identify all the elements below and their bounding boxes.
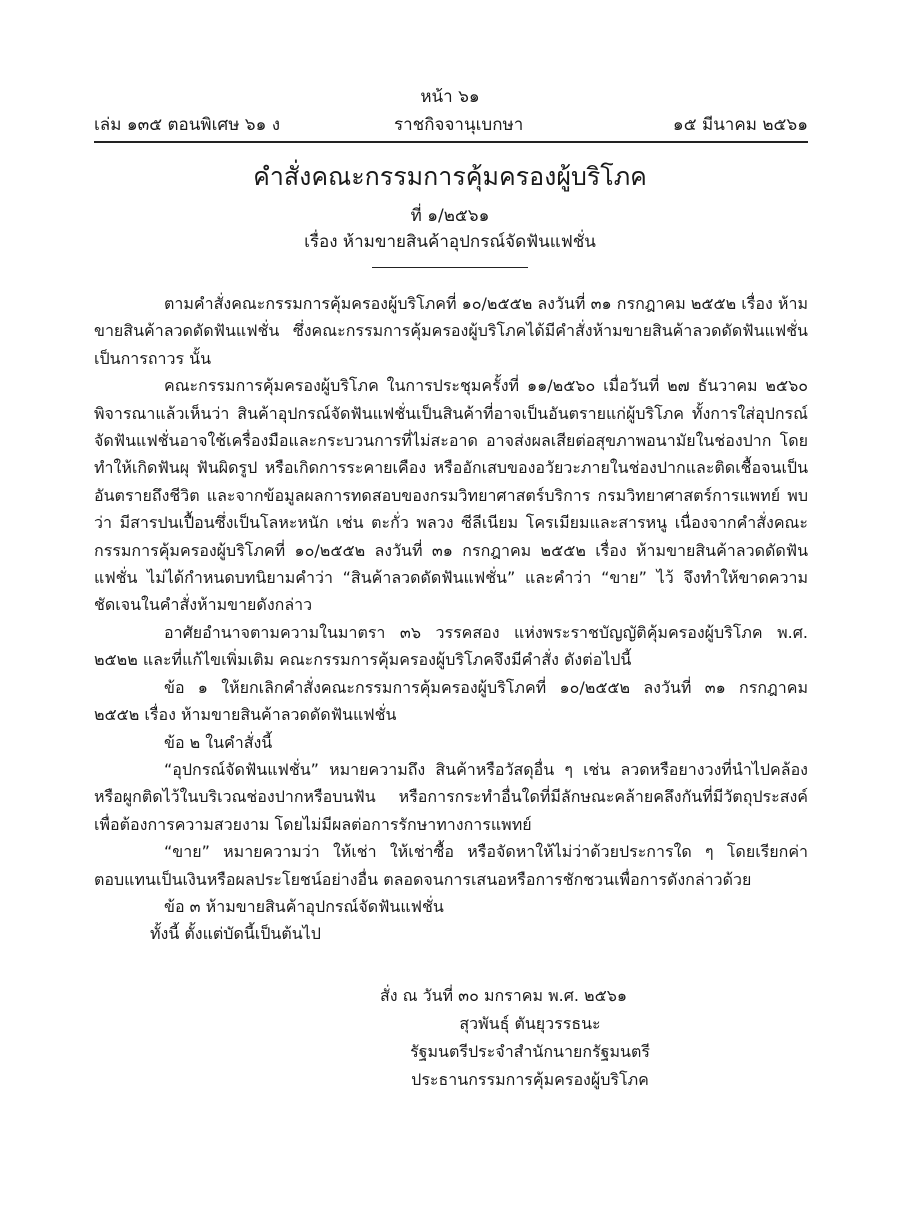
paragraph-authority: อาศัยอำนาจตามความในมาตรา ๓๖ วรรคสอง แห่งพระราชบัญญัติคุ้มครองผู้บริโภค พ.ศ. ๒๕๒๒ และที่แก้ไขเพิ่มเติม คณะกรรมการคุ้มครองผู้บริโภคจึงมีคำสั่ง ดังต่อไปนี้ — [94, 622, 808, 670]
effective-clause: ทั้งนี้ ตั้งแต่บัดนี้เป็นต้นไป — [150, 924, 321, 944]
signer-name: สุวพันธุ์ ตันยุวรรธนะ — [459, 1014, 601, 1033]
volume-info: เล่ม ๑๓๕ ตอนพิเศษ ๖๑ ง — [94, 115, 281, 135]
publication-date: ๑๕ มีนาคม ๒๕๖๑ — [672, 115, 808, 135]
gazette-header — [94, 112, 808, 138]
definition-device: “อุปกรณ์จัดฟันแฟชั่น” หมายความถึง สินค้าหรือวัสดุอื่น ๆ เช่น ลวดหรือยางวงที่นำไปคล้องหรือผูกติดไว้ในบริเวณช่องปากหรือบนฟัน หรือการกระทำอื่นใดที่มีลักษณะคล้ายคลึงกันที่มีวัตถุประสงค์เพื่อต้องการความสวยงาม โดยไม่มีผลต่อการรักษาทางการแพทย์ — [94, 759, 808, 834]
document-subject: เรื่อง ห้ามขายสินค้าอุปกรณ์จัดฟันแฟชั่น — [304, 232, 596, 252]
document-title: คำสั่งคณะกรรมการคุ้มครองผู้บริโภค — [253, 162, 647, 191]
definition-sell: “ขาย” หมายความว่า ให้เช่า ให้เช่าซื้อ หรือจัดหาให้ไม่ว่าด้วยประการใด ๆ โดยเรียกค่าตอบแทนเป็นเงินหรือผลประโยชน์อย่างอื่น ตลอดจนการเสนอหรือการชักชวนเพื่อการดังกล่าวด้วย — [94, 842, 808, 889]
clause-3: ข้อ ๓ ห้ามขายสินค้าอุปกรณ์จัดฟันแฟชั่น — [164, 896, 444, 916]
subject-divider — [372, 267, 528, 268]
signature-date: สั่ง ณ วันที่ ๓๐ มกราคม พ.ศ. ๒๕๖๑ — [380, 986, 628, 1005]
order-number: ที่ ๑/๒๕๖๑ — [410, 206, 490, 226]
signer-role: ประธานกรรมการคุ้มครองผู้บริโภค — [411, 1070, 649, 1089]
clause-2: ข้อ ๒ ในคำสั่งนี้ — [164, 732, 273, 752]
document-body — [94, 290, 808, 948]
publication-name: ราชกิจจานุเบกษา — [394, 115, 524, 135]
paragraph-background: ตามคำสั่งคณะกรรมการคุ้มครองผู้บริโภคที่ ๑๐/๒๕๕๒ ลงวันที่ ๓๑ กรกฎาคม ๒๕๕๒ เรื่อง ห้ามขายสินค้าลวดดัดฟันแฟชั่น ซึ่งคณะกรรมการคุ้มครองผู้บริโภคได้มีคำสั่งห้ามขายสินค้าลวดดัดฟันแฟชั่น เป็นการถาวร นั้น — [94, 294, 808, 368]
signer-position: รัฐมนตรีประจำสำนักนายกรัฐมนตรี — [410, 1042, 650, 1061]
signature-block — [350, 982, 710, 1094]
paragraph-reasoning: คณะกรรมการคุ้มครองผู้บริโภค ในการประชุมครั้งที่ ๑๑/๒๕๖๐ เมื่อวันที่ ๒๗ ธันวาคม ๒๕๖๐ พิจารณาแล้วเห็นว่า สินค้าอุปกรณ์จัดฟันแฟชั่นเป็นสินค้าที่อาจเป็นอันตรายแก่ผู้บริโภค ทั้งการใส่อุปกรณ์จัดฟันแฟชั่นอาจใช้เครื่องมือและกระบวนการที่ไม่สะอาด อาจส่งผลเสียต่อสุขภาพอนามัยในช่องปาก โดยทำให้เกิดฟันผุ ฟันผิดรูป หรือเกิดการระคายเคือง หรืออักเสบของอวัยวะภายในช่องปากและติดเชื้อจนเป็นอันตรายถึงชีวิต และจากข้อมูลผลการทดสอบของกรมวิทยาศาสตร์บริการ กรมวิทยาศาสตร์การแพทย์ พบว่า มีสารปนเปื้อนซึ่งเป็นโลหะหนัก เช่น ตะกั่ว พลวง ซีลีเนียม โครเมียมและสารหนู เนื่องจากคำสั่งคณะกรรมการคุ้มครองผู้บริโภคที่ ๑๐/๒๕๕๒ ลงวันที่ ๓๑ กรกฎาคม ๒๕๕๒ เรื่อง ห้ามขายสินค้าลวดดัดฟันแฟชั่น ไม่ได้กำหนดบทนิยามคำว่า “สินค้าลวดดัดฟันแฟชั่น” และคำว่า “ขาย” ไว้ จึงทำให้ขาดความชัดเจนในคำสั่งห้ามขายดังกล่าว — [94, 376, 808, 615]
page-number: หน้า ๖๑ — [420, 87, 480, 107]
header-divider — [94, 141, 808, 143]
clause-1: ข้อ ๑ ให้ยกเลิกคำสั่งคณะกรรมการคุ้มครองผู้บริโภคที่ ๑๐/๒๕๕๒ ลงวันที่ ๓๑ กรกฎาคม ๒๕๕๒ เรื่อง ห้ามขายสินค้าลวดดัดฟันแฟชั่น — [94, 677, 808, 725]
